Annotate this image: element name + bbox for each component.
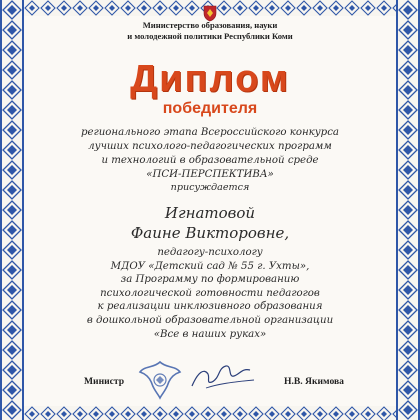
awarded-label: присуждается bbox=[170, 182, 250, 193]
signer-name: Н.В. Якимова bbox=[284, 376, 344, 387]
details-line-3: за Программу по формированию bbox=[120, 274, 300, 286]
details-line-6: в дошкольной образовательной организации bbox=[86, 314, 334, 326]
details-line-4: психологической готовности педагогов bbox=[100, 287, 320, 299]
details-line-1: педагогу-психологу bbox=[157, 247, 263, 258]
details-line-5: к реализации инклюзивного образования bbox=[97, 301, 323, 313]
diploma-title: Диплом bbox=[130, 58, 290, 100]
recipient-surname: Игнатовой bbox=[164, 204, 256, 222]
contest-line-4: «ПСИ-ПЕРСПЕКТИВА» bbox=[146, 169, 274, 180]
diploma-subtitle: победителя bbox=[162, 100, 258, 117]
details-line-2: МДОУ «Детский сад № 55 г. Ухты», bbox=[110, 260, 310, 272]
ministry-line-2: и молодежной политики Республики Коми bbox=[127, 31, 293, 41]
ornament-border-bottom bbox=[24, 406, 396, 420]
contest-description bbox=[40, 126, 380, 182]
contest-line-2: лучших психолого-педагогических программ bbox=[88, 141, 332, 152]
recipient-given-name: Фаине Викторовне, bbox=[130, 224, 290, 242]
ministry-header bbox=[0, 20, 420, 42]
signer-role: Министр bbox=[84, 376, 125, 387]
award-details bbox=[40, 246, 380, 341]
details-line-7: «Все в наших руках» bbox=[153, 328, 267, 340]
contest-line-3: и технологий в образовательной среде bbox=[101, 155, 319, 166]
signature-footer bbox=[0, 372, 420, 392]
ministry-line-1: Министерство образования, науки bbox=[142, 20, 278, 30]
contest-line-1: регионального этапа Всероссийского конкурса bbox=[81, 127, 339, 138]
